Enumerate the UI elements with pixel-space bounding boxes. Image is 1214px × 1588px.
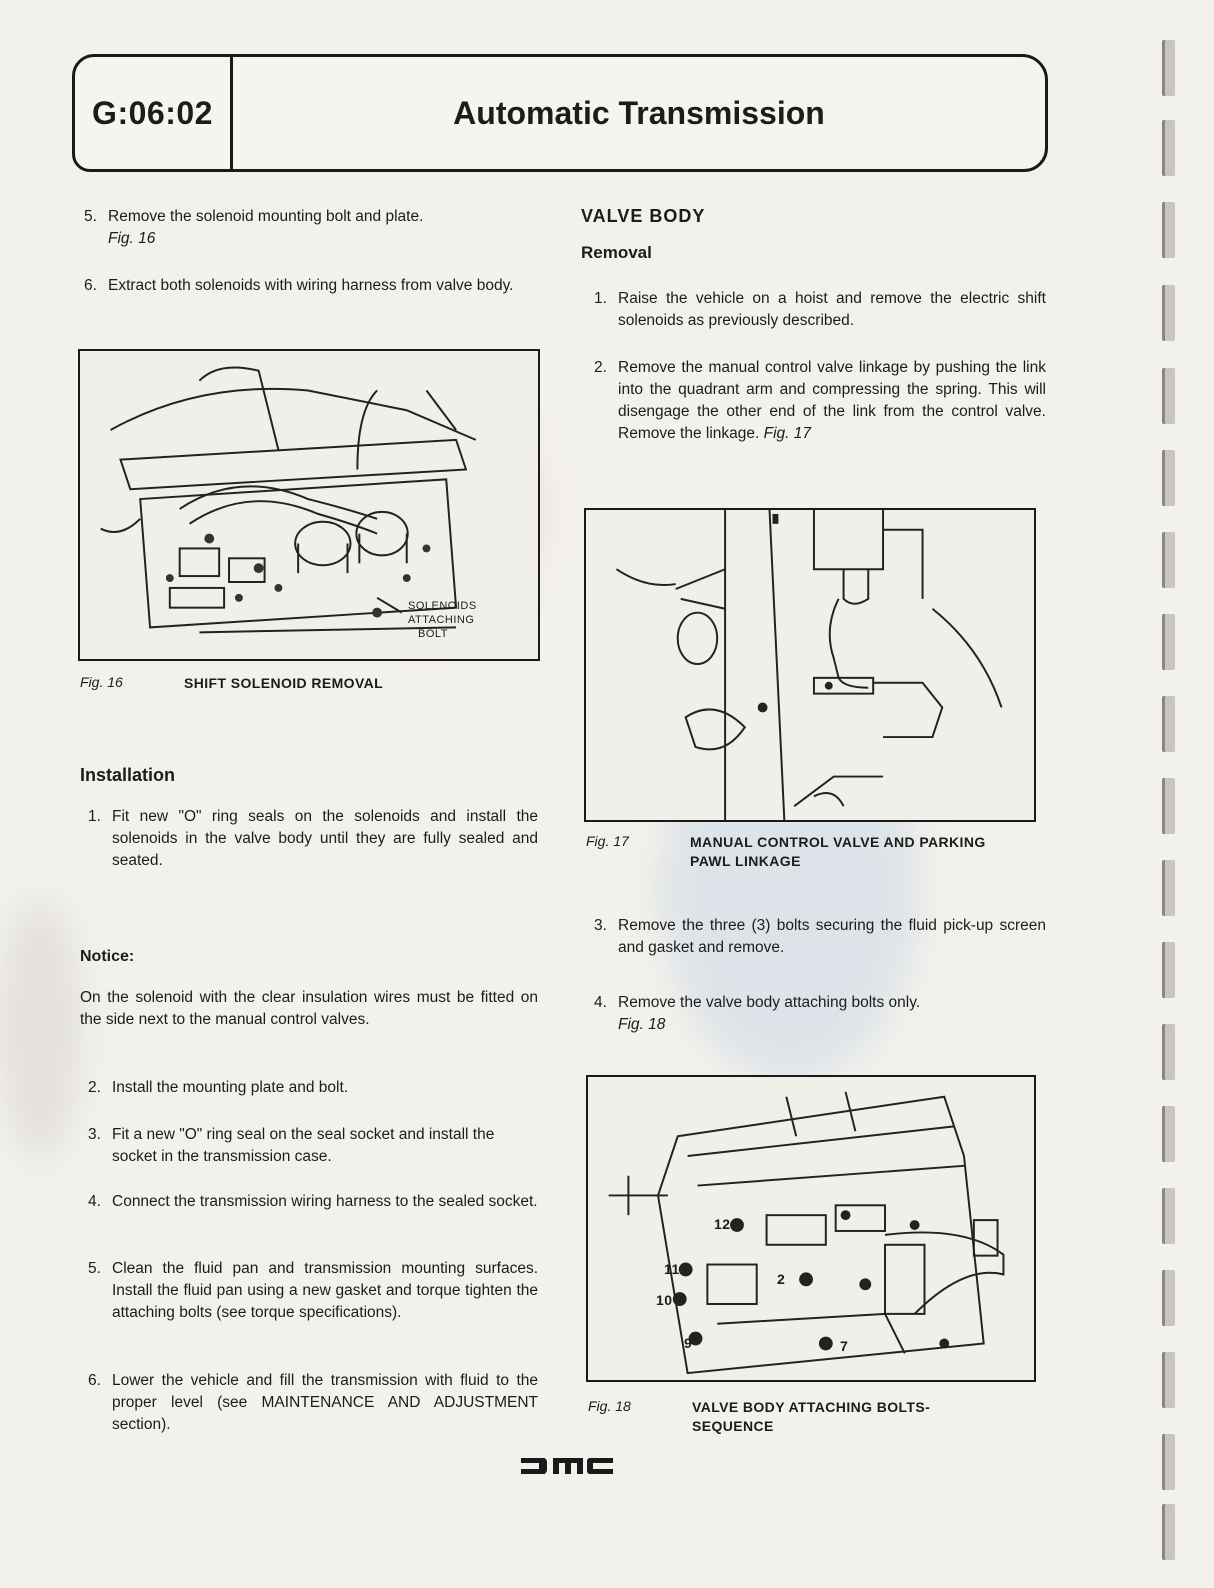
figure-reference: Fig. 17 (763, 425, 812, 442)
caption-text: MANUAL CONTROL VALVE AND PARKING PAWL LINKAGE (690, 834, 986, 869)
binder-tab (1162, 778, 1175, 834)
binder-tab (1162, 120, 1175, 176)
binder-tab (1162, 1024, 1175, 1080)
bolt-number: 11 (664, 1261, 680, 1277)
step-text: Remove the valve body attaching bolts only. (618, 994, 921, 1011)
installation-heading: Installation (80, 765, 176, 785)
step-text: Connect the transmission wiring harness to the sealed socket. (112, 1193, 538, 1210)
figure-reference: Fig. 16 (108, 230, 156, 247)
figure-18-caption (588, 1398, 1036, 1440)
step-number: 5. (84, 208, 97, 225)
bolt-number: 7 (840, 1338, 849, 1354)
figure-number: Fig. 16 (80, 674, 123, 690)
binder-tab (1162, 1106, 1175, 1162)
binder-tab (1162, 532, 1175, 588)
dmc-logo (521, 1455, 613, 1482)
step-text: Lower the vehicle and fill the transmission with fluid to the proper level (see MAINTENANCE AND ADJUSTMENT section). (112, 1372, 538, 1433)
removal-heading: Removal (581, 243, 652, 262)
step-number: 1. (594, 290, 607, 307)
bolt-number: 12 (714, 1216, 731, 1232)
binder-tab (1162, 1504, 1175, 1560)
step-number: 6. (84, 277, 97, 294)
step-number: 1. (88, 808, 101, 825)
step-number: 4. (88, 1193, 101, 1210)
step-text: Fit new "O" ring seals on the solenoids and install the solenoids in the valve body until they are fully sealed and seated. (112, 808, 538, 869)
valve-body-illustration (588, 1077, 1034, 1380)
installation-step-4 (88, 1191, 538, 1213)
binder-tab (1162, 1188, 1175, 1244)
step-number: 6. (88, 1372, 101, 1389)
installation-step-1 (88, 806, 538, 872)
bolt-number: 9 (684, 1335, 693, 1351)
figure-16-callout (408, 599, 477, 641)
caption-text: SHIFT SOLENOID REMOVAL (184, 675, 384, 691)
binder-tab (1162, 1352, 1175, 1408)
paper-stain (0, 900, 80, 1160)
step-number: 2. (594, 359, 607, 376)
binder-tab (1162, 40, 1175, 96)
figure-reference: Fig. 18 (618, 1016, 666, 1033)
valve-removal-step-3 (594, 915, 1046, 959)
binder-tab (1162, 942, 1175, 998)
valve-removal-step-2 (594, 357, 1046, 445)
valve-body-heading: VALVE BODY (581, 206, 706, 226)
step-number: 4. (594, 994, 607, 1011)
figure-18-image (586, 1075, 1036, 1382)
step-number: 5. (88, 1260, 101, 1277)
binder-tab (1162, 285, 1175, 341)
step-text: Install the mounting plate and bolt. (112, 1079, 349, 1096)
step-text: Remove the manual control valve linkage by pushing the link into the quadrant arm and compressing the spring. This will disengage the other end of the link from the control valve. Remove the linkage. (618, 359, 1046, 442)
binder-tab (1162, 696, 1175, 752)
binder-tab (1162, 368, 1175, 424)
callout-line: SOLENOIDS (408, 600, 477, 612)
section-code: G:06:02 (92, 94, 213, 131)
caption-text: VALVE BODY ATTACHING BOLTS-SEQUENCE (692, 1399, 931, 1434)
figure-16-image (78, 349, 540, 661)
step-text: Fit a new "O" ring seal on the seal socket and install the socket in the transmission case. (112, 1126, 495, 1165)
step-text: Extract both solenoids with wiring harness from valve body. (108, 277, 514, 294)
installation-step-3 (88, 1124, 538, 1168)
figure-17-caption (586, 833, 1036, 875)
binder-tab (1162, 1270, 1175, 1326)
step-text: Raise the vehicle on a hoist and remove the electric shift solenoids as previously described. (618, 290, 1046, 329)
figure-number: Fig. 18 (588, 1398, 631, 1414)
notice-text: On the solenoid with the clear insulation wires must be fitted on the side next to the manual control valves. (80, 989, 538, 1028)
binder-tab (1162, 614, 1175, 670)
valve-removal-step-1 (594, 288, 1046, 332)
valve-removal-step-4 (594, 992, 1046, 1036)
step-text: Remove the three (3) bolts securing the fluid pick-up screen and gasket and remove. (618, 917, 1046, 956)
step-number: 3. (594, 917, 607, 934)
notice-heading: Notice: (80, 948, 135, 965)
linkage-illustration (586, 510, 1034, 820)
bolt-number: 10 (656, 1292, 673, 1308)
callout-line: BOLT (418, 628, 448, 640)
dmc-logo-icon (521, 1455, 613, 1477)
section-header (72, 54, 1048, 172)
removal-step-6 (84, 275, 540, 297)
installation-step-2 (88, 1077, 538, 1099)
step-number: 3. (88, 1126, 101, 1143)
binder-tab (1162, 202, 1175, 258)
step-text: Remove the solenoid mounting bolt and plate. (108, 208, 424, 225)
bolt-number: 2 (777, 1271, 786, 1287)
figure-16-caption (80, 674, 540, 696)
installation-step-6 (88, 1370, 538, 1436)
binder-edge-tabs (1162, 40, 1176, 1560)
removal-step-5 (84, 206, 540, 250)
binder-tab (1162, 860, 1175, 916)
step-number: 2. (88, 1079, 101, 1096)
page-title: Automatic Transmission (453, 94, 825, 131)
figure-number: Fig. 17 (586, 833, 629, 849)
binder-tab (1162, 1434, 1175, 1490)
figure-17-image (584, 508, 1036, 822)
installation-step-5 (88, 1258, 538, 1324)
callout-line: ATTACHING (408, 614, 475, 626)
binder-tab (1162, 450, 1175, 506)
step-text: Clean the fluid pan and transmission mounting surfaces. Install the fluid pan using a new gasket and torque tighten the attaching bolts (see torque specifications). (112, 1260, 538, 1321)
